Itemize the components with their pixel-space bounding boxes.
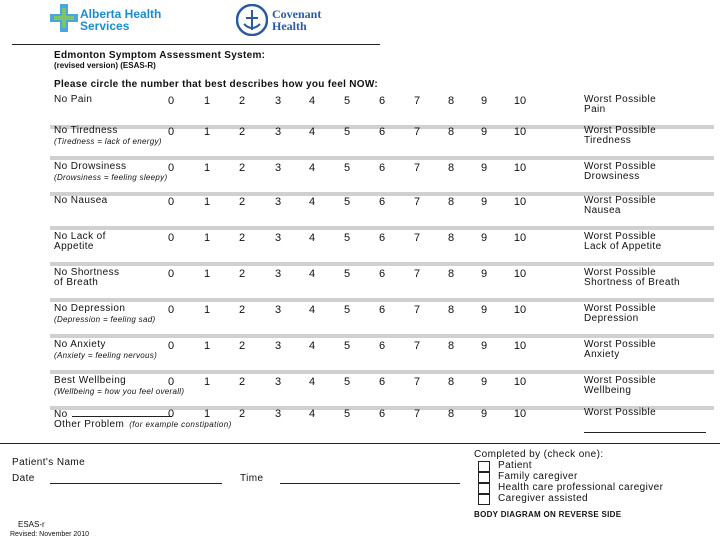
option-label: Caregiver assisted: [498, 493, 589, 504]
scale-number[interactable]: 5: [343, 376, 351, 388]
symptom-right-line1: Worst Possible: [584, 195, 657, 206]
covenant-logo-line2: Health: [272, 19, 307, 33]
scale-number[interactable]: 4: [308, 268, 316, 280]
scale-number[interactable]: 3: [274, 376, 282, 388]
symptom-left-label: [54, 340, 106, 350]
scale-number[interactable]: 8: [447, 95, 455, 107]
scale-number[interactable]: 7: [413, 95, 421, 107]
scale-number[interactable]: 7: [413, 162, 421, 174]
date-field[interactable]: [50, 483, 222, 484]
scale-number[interactable]: 1: [203, 304, 211, 316]
scale-number[interactable]: 9: [480, 408, 488, 420]
symptom-left-label: [54, 376, 126, 386]
scale-number[interactable]: 10: [513, 162, 527, 174]
scale-number[interactable]: 9: [480, 340, 488, 352]
symptom-left-line1: No Depression: [54, 303, 126, 314]
scale-number[interactable]: 7: [413, 232, 421, 244]
symptom-row: [0, 230, 720, 266]
scale-number[interactable]: 10: [513, 304, 527, 316]
scale-number[interactable]: 9: [480, 232, 488, 244]
scale-number[interactable]: 8: [447, 232, 455, 244]
scale-number[interactable]: 8: [447, 340, 455, 352]
scale-number[interactable]: 9: [480, 268, 488, 280]
scale-number[interactable]: 0: [167, 232, 175, 244]
symptom-right-line2: Lack of Appetite: [584, 241, 662, 252]
symptom-left-line1: No Lack of: [54, 231, 106, 242]
header-rule: [12, 44, 380, 45]
scale-number[interactable]: 7: [413, 196, 421, 208]
scale-number[interactable]: 5: [343, 340, 351, 352]
scale-number[interactable]: 7: [413, 268, 421, 280]
scale-number[interactable]: 2: [238, 162, 246, 174]
bottom-section-rule: [0, 443, 720, 444]
other-problem-row: [0, 406, 720, 442]
symptom-left-line1: Best Wellbeing: [54, 375, 127, 386]
symptom-left-label: [54, 304, 125, 314]
scale-number[interactable]: 10: [513, 232, 527, 244]
scale-number[interactable]: 10: [513, 408, 527, 420]
symptom-definition: (Anxiety = feeling nervous): [54, 351, 158, 360]
scale-number[interactable]: 8: [447, 268, 455, 280]
scale-number[interactable]: 4: [308, 304, 316, 316]
scale-number[interactable]: 3: [274, 340, 282, 352]
scale-number[interactable]: 6: [378, 304, 386, 316]
scale-number[interactable]: 5: [343, 126, 351, 138]
symptom-right-label: [584, 304, 656, 324]
scale-number[interactable]: 3: [274, 304, 282, 316]
symptom-right-line2: Wellbeing: [584, 385, 632, 396]
symptom-right-line1: Worst Possible: [584, 303, 657, 314]
symptom-right-line2: Pain: [584, 104, 606, 115]
other-problem-text: Other Problem: [54, 419, 125, 430]
scale-number[interactable]: 6: [378, 232, 386, 244]
covenant-logo-text: [272, 8, 321, 32]
symptom-definition: (Wellbeing = how you feel overall): [54, 387, 185, 396]
scale-number[interactable]: 10: [513, 340, 527, 352]
scale-number[interactable]: 0: [167, 126, 175, 138]
date-label: Date: [12, 473, 35, 484]
scale-number[interactable]: 4: [308, 376, 316, 388]
symptom-right-label: [584, 340, 656, 360]
scale-number[interactable]: 4: [308, 95, 316, 107]
scale-number[interactable]: 4: [308, 232, 316, 244]
scale-number[interactable]: 3: [274, 408, 282, 420]
symptom-right-line1: Worst Possible: [584, 339, 657, 350]
scale-number[interactable]: 6: [378, 408, 386, 420]
option-label: Patient: [498, 460, 532, 471]
scale-number[interactable]: 8: [447, 162, 455, 174]
symptom-right-line2: Depression: [584, 313, 639, 324]
symptom-left-label: [54, 126, 118, 136]
scale-number[interactable]: 8: [447, 126, 455, 138]
symptom-definition: (Depression = feeling sad): [54, 315, 156, 324]
symptom-left-line2: of Breath: [54, 277, 99, 288]
symptom-right-line2: Nausea: [584, 205, 621, 216]
scale-number[interactable]: 5: [343, 408, 351, 420]
other-problem-right-label: Worst Possible: [584, 407, 657, 418]
symptom-left-line1: No Drowsiness: [54, 161, 127, 172]
scale-number[interactable]: 10: [513, 376, 527, 388]
scale-number[interactable]: 2: [238, 340, 246, 352]
covenant-health-logo: [236, 4, 268, 36]
symptom-row: [0, 338, 720, 374]
scale-number[interactable]: 7: [413, 304, 421, 316]
symptom-row: [0, 266, 720, 302]
symptom-right-line2: Anxiety: [584, 349, 620, 360]
symptom-row: [0, 160, 720, 196]
scale-number[interactable]: 2: [238, 408, 246, 420]
checkbox[interactable]: [478, 494, 490, 505]
symptom-right-line2: Drowsiness: [584, 171, 640, 182]
symptom-left-line1: No Anxiety: [54, 339, 106, 350]
scale-number[interactable]: 0: [167, 268, 175, 280]
scale-number[interactable]: 2: [238, 232, 246, 244]
scale-number[interactable]: 10: [513, 126, 527, 138]
symptom-row: [0, 374, 720, 410]
scale-number[interactable]: 1: [203, 268, 211, 280]
scale-number[interactable]: 0: [167, 340, 175, 352]
alberta-health-services-logo: [50, 4, 78, 32]
symptom-right-label: [584, 162, 656, 182]
scale-number[interactable]: 4: [308, 408, 316, 420]
checkbox[interactable]: [478, 461, 490, 472]
checkbox[interactable]: [478, 472, 490, 483]
scale-number[interactable]: 9: [480, 95, 488, 107]
symptom-left-label: [54, 162, 126, 172]
option-label: Health care professional caregiver: [498, 482, 664, 493]
scale-number[interactable]: 6: [378, 376, 386, 388]
symptom-row: [0, 194, 720, 230]
scale-number[interactable]: 7: [413, 340, 421, 352]
scale-number[interactable]: 0: [167, 162, 175, 174]
ahs-logo-line1: Alberta Health: [80, 7, 162, 21]
option-label: Family caregiver: [498, 471, 578, 482]
scale-number[interactable]: 8: [447, 304, 455, 316]
symptom-right-line1: Worst Possible: [584, 94, 657, 105]
symptom-left-line1: No Shortness: [54, 267, 120, 278]
symptom-definition: (Tiredness = lack of energy): [54, 137, 162, 146]
scale-number[interactable]: 0: [167, 196, 175, 208]
symptom-left-line1: No Pain: [54, 94, 93, 105]
scale-number[interactable]: 3: [274, 126, 282, 138]
scale-number[interactable]: 4: [308, 126, 316, 138]
form-code: ESAS-r: [18, 520, 45, 529]
symptom-right-label: [584, 95, 656, 115]
scale-number[interactable]: 0: [167, 376, 175, 388]
scale-number[interactable]: 5: [343, 232, 351, 244]
scale-number[interactable]: 10: [513, 95, 527, 107]
scale-number[interactable]: 10: [513, 196, 527, 208]
symptom-right-line2: Tiredness: [584, 135, 632, 146]
symptom-left-label: [54, 196, 108, 206]
patient-name-label: Patient's Name: [12, 457, 86, 468]
scale-number[interactable]: 1: [203, 232, 211, 244]
time-field[interactable]: [280, 483, 460, 484]
covenant-logo-line1: Covenant: [272, 7, 322, 21]
scale-number[interactable]: 1: [203, 408, 211, 420]
scale-number[interactable]: 2: [238, 95, 246, 107]
symptom-right-line1: Worst Possible: [584, 231, 657, 242]
symptom-left-line2: Appetite: [54, 241, 94, 252]
symptom-right-label: [584, 126, 656, 146]
scale-number[interactable]: 2: [238, 196, 246, 208]
symptom-right-label: [584, 196, 656, 216]
symptom-left-label: [54, 95, 92, 105]
scale-number[interactable]: 8: [447, 376, 455, 388]
scale-number[interactable]: 4: [308, 196, 316, 208]
scale-number[interactable]: 6: [378, 126, 386, 138]
scale-number[interactable]: 6: [378, 95, 386, 107]
symptom-left-label: [54, 268, 119, 288]
symptom-right-label: [584, 376, 656, 396]
scale-number[interactable]: 1: [203, 340, 211, 352]
form-title: Edmonton Symptom Assessment System:: [54, 50, 266, 61]
symptom-left-line1: No Nausea: [54, 195, 108, 206]
checkbox[interactable]: [478, 483, 490, 494]
scale-number[interactable]: 0: [167, 304, 175, 316]
scale-number[interactable]: 4: [308, 162, 316, 174]
symptom-right-line1: Worst Possible: [584, 267, 657, 278]
scale-number[interactable]: 3: [274, 95, 282, 107]
symptom-row: [0, 124, 720, 160]
other-problem-line2: [54, 420, 232, 430]
symptom-right-line2: Shortness of Breath: [584, 277, 680, 288]
scale-number[interactable]: 6: [378, 340, 386, 352]
scale-number[interactable]: 6: [378, 268, 386, 280]
revised-date: Revised: November 2010: [10, 531, 89, 538]
completed-by-label: Completed by (check one):: [474, 449, 604, 460]
other-problem-field[interactable]: [72, 408, 172, 417]
other-problem-no: No: [54, 409, 68, 420]
symptom-definition: (Drowsiness = feeling sleepy): [54, 173, 168, 182]
time-label: Time: [240, 473, 264, 484]
symptom-right-line1: Worst Possible: [584, 125, 657, 136]
scale-number[interactable]: 9: [480, 126, 488, 138]
scale-number[interactable]: 0: [167, 408, 175, 420]
scale-number[interactable]: 2: [238, 126, 246, 138]
scale-number[interactable]: 8: [447, 408, 455, 420]
scale-number[interactable]: 4: [308, 340, 316, 352]
scale-number[interactable]: 1: [203, 196, 211, 208]
form-subtitle: (revised version) (ESAS-R): [54, 61, 156, 70]
scale-number[interactable]: 5: [343, 268, 351, 280]
other-problem-example: (for example constipation): [129, 420, 232, 429]
symptom-right-label: [584, 232, 662, 252]
ahs-logo-text: [80, 8, 161, 32]
scale-number[interactable]: 2: [238, 376, 246, 388]
scale-number[interactable]: 1: [203, 95, 211, 107]
symptom-right-line1: Worst Possible: [584, 375, 657, 386]
scale-number[interactable]: 9: [480, 304, 488, 316]
scale-number[interactable]: 2: [238, 304, 246, 316]
symptom-left-line1: No Tiredness: [54, 125, 118, 136]
scale-number[interactable]: 1: [203, 126, 211, 138]
scale-number[interactable]: 3: [274, 268, 282, 280]
scale-number[interactable]: 1: [203, 162, 211, 174]
scale-number[interactable]: 3: [274, 162, 282, 174]
scale-number[interactable]: 3: [274, 232, 282, 244]
scale-number[interactable]: 5: [343, 162, 351, 174]
symptom-right-line1: Worst Possible: [584, 161, 657, 172]
scale-number[interactable]: 7: [413, 376, 421, 388]
scale-number[interactable]: 7: [413, 408, 421, 420]
scale-number[interactable]: 2: [238, 268, 246, 280]
other-problem-underline: [584, 432, 706, 433]
ahs-logo-line2: Services: [80, 19, 130, 33]
scale-number[interactable]: 1: [203, 376, 211, 388]
scale-number[interactable]: 9: [480, 196, 488, 208]
scale-number[interactable]: 0: [167, 95, 175, 107]
scale-number[interactable]: 5: [343, 95, 351, 107]
scale-number[interactable]: 9: [480, 376, 488, 388]
scale-number[interactable]: 10: [513, 268, 527, 280]
scale-number[interactable]: 5: [343, 196, 351, 208]
scale-number[interactable]: 9: [480, 162, 488, 174]
body-diagram-note: BODY DIAGRAM ON REVERSE SIDE: [474, 510, 622, 519]
scale-number[interactable]: 7: [413, 126, 421, 138]
scale-number[interactable]: 6: [378, 196, 386, 208]
symptom-row: [0, 302, 720, 338]
form-instruction: Please circle the number that best describes how you feel NOW:: [54, 79, 379, 90]
symptom-left-label: [54, 232, 106, 252]
scale-number[interactable]: 8: [447, 196, 455, 208]
scale-number[interactable]: 5: [343, 304, 351, 316]
scale-number[interactable]: 3: [274, 196, 282, 208]
scale-number[interactable]: 6: [378, 162, 386, 174]
symptom-right-label: [584, 268, 680, 288]
